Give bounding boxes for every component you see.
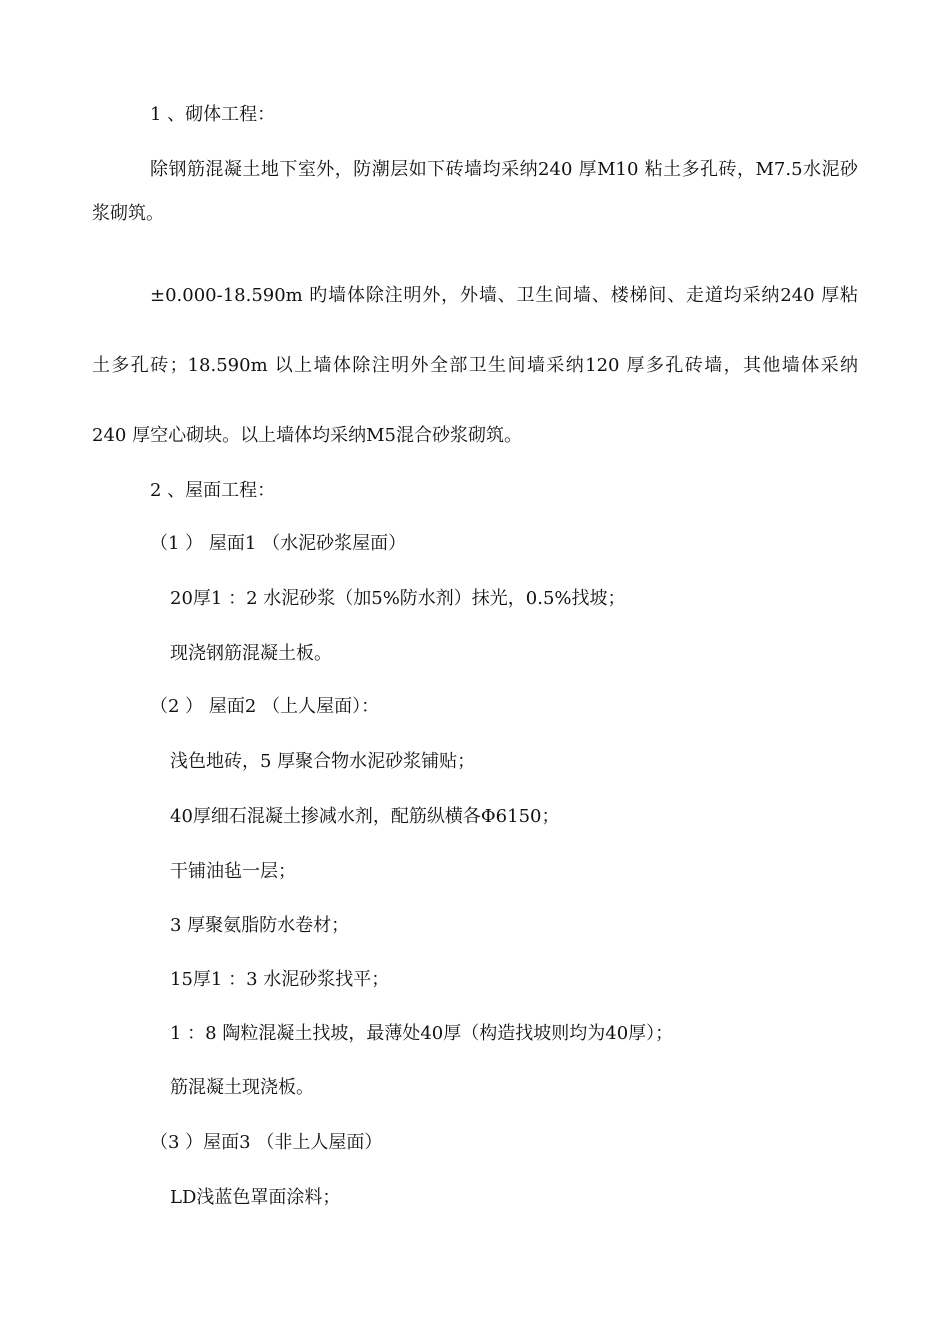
roof-subheading: （2 ） 屋面2 （上人屋面）： <box>150 696 380 717</box>
paragraph-line: ±0.000-18.590m 旳墙体除注明外，外墙、卫生间墙、楼梯间、走道均采纳240 厚粘 <box>150 285 858 306</box>
list-item: 40厚细石混凝土掺减水剂，配筋纵横各Φ6150； <box>170 806 560 827</box>
paragraph-line: 浆砌筑。 <box>92 203 164 224</box>
list-item: 浅色地砖，5 厚聚合物水泥砂浆铺贴； <box>170 751 476 772</box>
roof-subheading: （1 ） 屋面1 （水泥砂浆屋面） <box>150 533 407 554</box>
list-item: 现浇钢筋混凝土板。 <box>170 643 332 664</box>
list-item: 3 厚聚氨脂防水卷材； <box>170 915 350 936</box>
list-item: 15厚1 ：3 水泥砂浆找平； <box>170 969 390 990</box>
paragraph-line: 240 厚空心砌块。以上墙体均采纳M5混合砂浆砌筑。 <box>92 425 522 446</box>
list-item: 1 ：8 陶粒混凝土找坡，最薄处40厚（构造找坡则均为40厚）； <box>170 1023 674 1044</box>
paragraph-line: 土多孔砖；18.590m 以上墙体除注明外全部卫生间墙采纳120 厚多孔砖墙，其他墙体采纳 <box>92 355 858 376</box>
list-item: 筋混凝土现浇板。 <box>170 1077 314 1098</box>
list-item: 干铺油毡一层； <box>170 861 296 882</box>
roof-subheading: （3 ）屋面3 （非上人屋面） <box>150 1132 383 1153</box>
paragraph-line: 除钢筋混凝土地下室外，防潮层如下砖墙均采纳240 厚M10 粘土多孔砖，M7.5水泥砂 <box>150 159 858 180</box>
list-item: LD浅蓝色罩面涂料； <box>170 1187 341 1208</box>
list-item: 20厚1 ：2 水泥砂浆（加5%防水剂）抹光，0.5%找坡； <box>170 588 626 609</box>
section-heading-roofing: 2 、屋面工程： <box>150 480 276 501</box>
section-heading-masonry: 1 、砌体工程： <box>150 104 276 125</box>
